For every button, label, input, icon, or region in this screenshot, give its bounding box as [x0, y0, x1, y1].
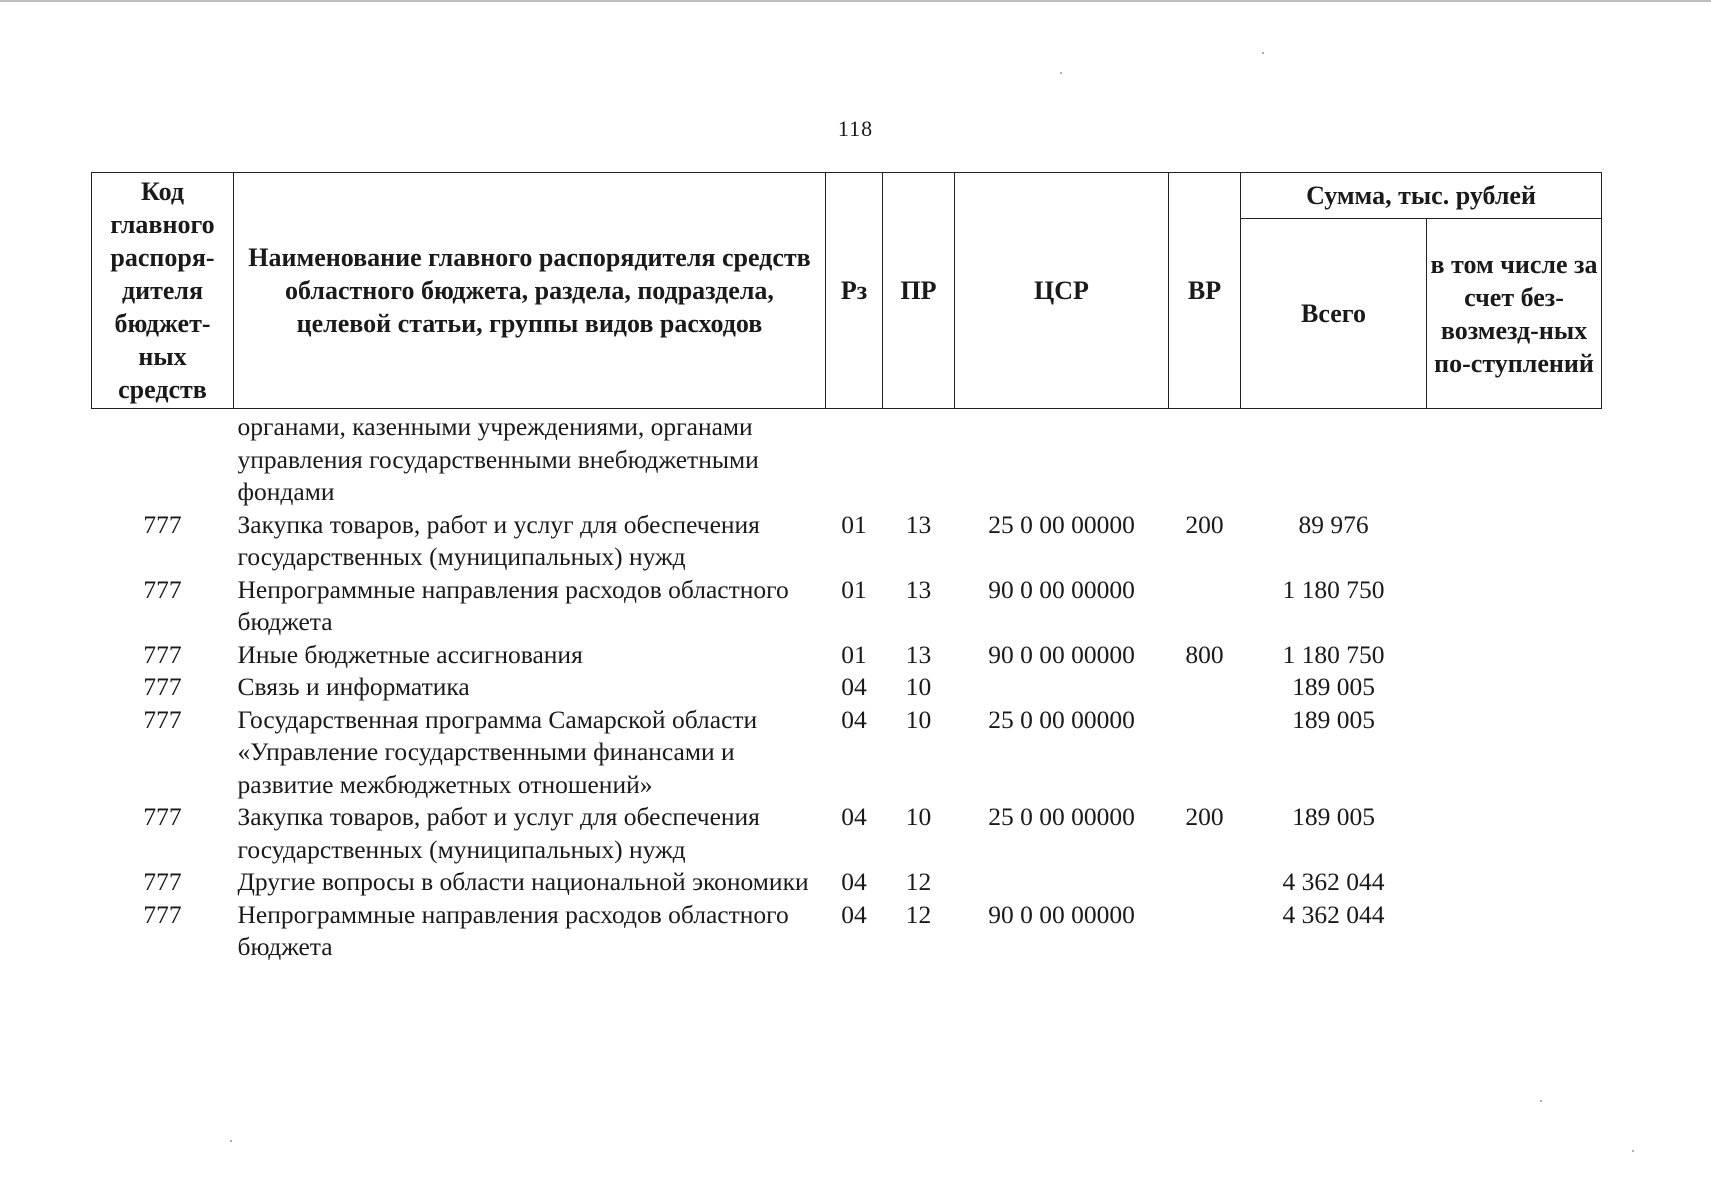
scan-speck: [1262, 52, 1264, 54]
cell-rz: 01: [841, 574, 867, 604]
table-body: [92, 409, 1602, 964]
cell-csr: 90 0 00 00000: [988, 899, 1135, 929]
cell-code: 777: [143, 639, 182, 669]
cell-code: 777: [143, 509, 182, 539]
cell-rz: 04: [841, 672, 867, 701]
header-rz: Рз: [826, 173, 883, 409]
table-row: [92, 899, 1602, 964]
scan-speck: [1540, 1100, 1542, 1102]
cell-code: 777: [143, 574, 182, 604]
cell-csr: 90 0 00 00000: [988, 639, 1135, 669]
cell-rz: 01: [841, 639, 867, 669]
header-name: Наименование главного распорядителя средств областного бюджета, раздела, подраздела, целевой статьи, группы видов расходов: [234, 173, 826, 409]
cell-csr: [955, 671, 1169, 704]
cell-name: Другие вопросы в области национальной экономики: [237, 867, 809, 896]
cell-name: органами, казенными учреждениями, органами управления государственными внебюджетными фондами: [237, 412, 759, 506]
cell-incl: [1427, 704, 1602, 802]
cell-vr: 800: [1185, 639, 1224, 669]
cell-total: 89 976: [1298, 509, 1369, 539]
cell-csr: 25 0 00 00000: [988, 802, 1135, 831]
cell-total: 189 005: [1292, 704, 1375, 734]
cell-incl: [1427, 509, 1602, 574]
cell-csr: [955, 866, 1169, 899]
cell-pr: [883, 409, 955, 509]
cell-csr: 25 0 00 00000: [988, 704, 1135, 734]
cell-vr: [1169, 704, 1241, 802]
cell-rz: 04: [841, 867, 867, 896]
cell-total: 1 180 750: [1282, 574, 1385, 604]
header-code: Код главного распоря-дителя бюджет-ных средств: [92, 173, 234, 409]
cell-vr: 200: [1185, 802, 1224, 831]
cell-total: 189 005: [1292, 672, 1375, 701]
cell-name: Закупка товаров, работ и услуг для обеспечения государственных (муниципальных) нужд: [237, 509, 760, 571]
cell-incl: [1427, 574, 1602, 639]
cell-name: Иные бюджетные ассигнования: [237, 639, 583, 669]
cell-name: Непрограммные направления расходов областного бюджета: [237, 899, 789, 961]
header-total: Всего: [1241, 219, 1427, 409]
cell-code: 777: [143, 704, 182, 734]
cell-total: 1 180 750: [1282, 639, 1385, 669]
cell-rz: [826, 409, 883, 509]
cell-name: Связь и информатика: [237, 672, 470, 701]
cell-pr: 10: [905, 672, 932, 701]
table-row: [92, 574, 1602, 639]
cell-code: 777: [143, 672, 182, 701]
cell-csr: 90 0 00 00000: [988, 574, 1135, 604]
cell-pr: 12: [905, 899, 932, 929]
cell-code: 777: [143, 802, 182, 831]
header-vr: ВР: [1169, 173, 1241, 409]
cell-total: 4 362 044: [1282, 867, 1385, 896]
header-incl: в том числе за счет без-возмезд-ных по-ступлений: [1427, 219, 1602, 409]
cell-code: 777: [143, 867, 182, 896]
cell-name: Государственная программа Самарской области «Управление государственными финансами и развитие межбюджетных отношений»: [237, 704, 758, 799]
cell-pr: 10: [905, 704, 932, 734]
cell-code: [92, 409, 234, 509]
budget-table: [91, 172, 1602, 964]
table-row: [92, 704, 1602, 802]
cell-incl: [1427, 801, 1602, 866]
table-row: [92, 639, 1602, 672]
cell-incl: [1427, 866, 1602, 899]
cell-rz: 01: [841, 509, 867, 539]
scan-speck: [230, 1140, 232, 1142]
cell-incl: [1427, 409, 1602, 509]
cell-total: 4 362 044: [1282, 899, 1385, 929]
cell-incl: [1427, 899, 1602, 964]
header-sum: Сумма, тыс. рублей: [1241, 173, 1602, 219]
page-number: 118: [837, 116, 874, 141]
cell-pr: 13: [905, 509, 932, 539]
cell-total: [1241, 409, 1427, 509]
cell-name: Закупка товаров, работ и услуг для обеспечения государственных (муниципальных) нужд: [237, 802, 760, 864]
header-csr: ЦСР: [955, 173, 1169, 409]
table-header: [92, 173, 1602, 409]
scan-edge: [0, 0, 1711, 2]
cell-rz: 04: [841, 704, 867, 734]
cell-pr: 13: [905, 639, 932, 669]
table-row: [92, 509, 1602, 574]
cell-code: 777: [143, 899, 182, 929]
cell-vr: [1169, 574, 1241, 639]
table-row: [92, 866, 1602, 899]
cell-vr: [1169, 671, 1241, 704]
header-pr: ПР: [883, 173, 955, 409]
cell-pr: 12: [905, 867, 932, 896]
cell-pr: 10: [905, 802, 932, 831]
table-row: [92, 409, 1602, 509]
cell-vr: [1169, 409, 1241, 509]
cell-incl: [1427, 639, 1602, 672]
cell-vr: [1169, 866, 1241, 899]
cell-csr: [955, 409, 1169, 509]
cell-pr: 13: [905, 574, 932, 604]
cell-rz: 04: [841, 899, 867, 929]
cell-vr: [1169, 899, 1241, 964]
cell-rz: 04: [841, 802, 867, 831]
cell-incl: [1427, 671, 1602, 704]
cell-csr: 25 0 00 00000: [988, 509, 1135, 539]
scan-speck: [1060, 72, 1062, 74]
cell-name: Непрограммные направления расходов областного бюджета: [237, 574, 789, 636]
table-row: [92, 671, 1602, 704]
cell-vr: 200: [1185, 509, 1224, 539]
cell-total: 189 005: [1292, 802, 1375, 831]
scan-speck: [1632, 1150, 1634, 1152]
table-row: [92, 801, 1602, 866]
